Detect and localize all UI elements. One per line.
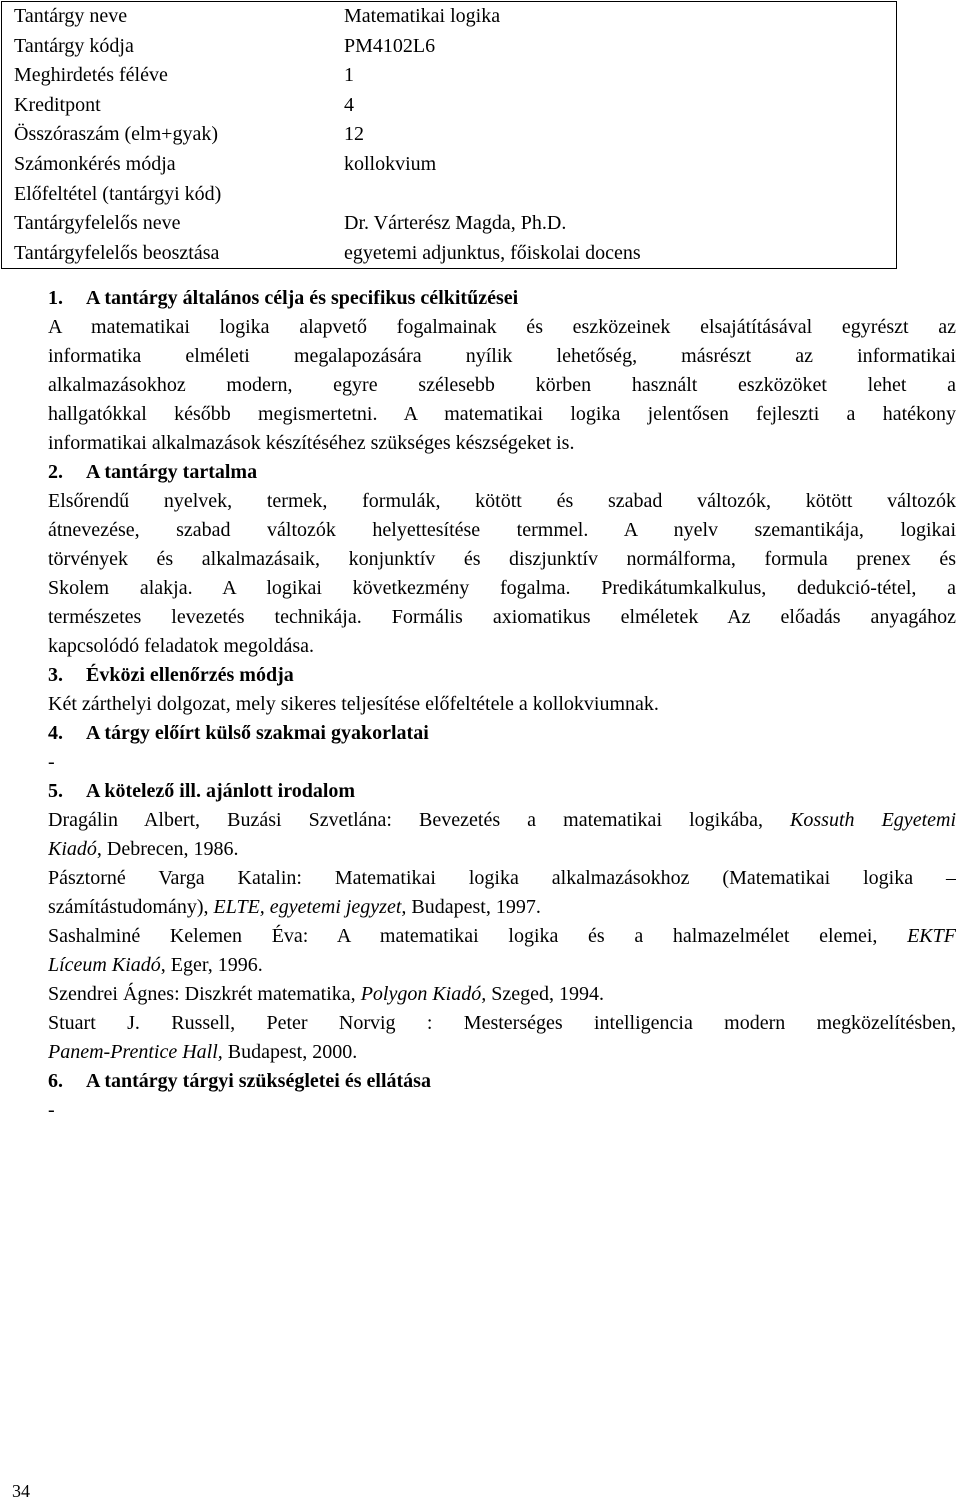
course-info-table — [1, 1, 897, 269]
paragraph-line: hallgatókkal később megismertetni. A matematikai logika jelentősen fejleszti a hatékony — [48, 403, 956, 425]
info-value: PM4102L6 — [344, 34, 436, 57]
info-row — [2, 239, 897, 269]
info-row — [2, 2, 897, 32]
reference-line: Szendrei Ágnes: Diszkrét matematika, Polygon Kiadó, Szeged, 1994. — [48, 983, 604, 1005]
info-value: Dr. Várterész Magda, Ph.D. — [344, 212, 567, 235]
info-label: Meghirdetés féléve — [14, 64, 168, 87]
paragraph-line: A matematikai logika alapvető fogalmainak és eszközeinek elsajátításával egyrészt az — [48, 316, 956, 338]
info-label: Összóraszám (elm+gyak) — [14, 123, 218, 146]
section-3-heading: 3. Évközi ellenőrzés módja — [48, 664, 294, 686]
paragraph-line: informatika elméleti megalapozására nyílik lehetőség, másrészt az informatikai — [48, 345, 956, 367]
info-value: 4 — [344, 93, 354, 116]
info-row — [2, 61, 897, 91]
info-label: Kreditpont — [14, 93, 101, 116]
reference-line: Dragálin Albert, Buzási Szvetlána: Bevezetés a matematikai logikába, Kossuth Egyetemi — [48, 809, 956, 831]
info-row — [2, 120, 897, 150]
reference-line: Líceum Kiadó, Eger, 1996. — [48, 954, 263, 976]
paragraph-line: törvények és alkalmazásaik, konjunktív és diszjunktív normálforma, formula prenex és — [48, 548, 956, 570]
paragraph-line: Skolem alakja. A logikai következmény fogalma. Predikátumkalkulus, dedukció-tétel, a — [48, 577, 956, 599]
paragraph-line: informatikai alkalmazások készítéséhez szükséges készségeket is. — [48, 432, 575, 454]
reference-line: számítástudomány), ELTE, egyetemi jegyzet, Budapest, 1997. — [48, 896, 541, 918]
paragraph-line: alkalmazásokhoz modern, egyre szélesebb körben használt eszközöket lehet a — [48, 374, 956, 396]
info-label: Előfeltétel (tantárgyi kód) — [14, 182, 222, 205]
paragraph-line: Elsőrendű nyelvek, termek, formulák, kötött és szabad változók, kötött változók — [48, 490, 956, 512]
info-label: Tantárgy kódja — [14, 34, 134, 57]
reference-line: Stuart J. Russell, Peter Norvig : Mesterséges intelligencia modern megközelítésben, — [48, 1012, 956, 1034]
section-2-heading: 2. A tantárgy tartalma — [48, 461, 258, 483]
info-label: Tantárgyfelelős beosztása — [14, 241, 220, 264]
paragraph-line: Két zárthelyi dolgozat, mely sikeres teljesítése előfeltétele a kollokviumnak. — [48, 693, 659, 715]
info-value: kollokvium — [344, 152, 437, 175]
section-5-heading: 5. A kötelező ill. ajánlott irodalom — [48, 780, 356, 802]
dash-text: - — [48, 751, 55, 773]
info-row — [2, 91, 897, 121]
page-number: 34 — [12, 1481, 30, 1501]
info-value: egyetemi adjunktus, főiskolai docens — [344, 241, 641, 264]
reference-line: Pásztorné Varga Katalin: Matematikai logika alkalmazásokhoz (Matematikai logika – — [48, 867, 956, 889]
info-row — [2, 32, 897, 62]
reference-line: Sashalminé Kelemen Éva: A matematikai logika és a halmazelmélet elemei, EKTF — [48, 925, 956, 947]
info-label: Tantárgy neve — [14, 5, 128, 27]
section-4-heading: 4. A tárgy előírt külső szakmai gyakorlatai — [48, 722, 429, 744]
info-value: 12 — [344, 123, 364, 146]
reference-line: Panem-Prentice Hall, Budapest, 2000. — [48, 1041, 358, 1063]
section-6-heading: 6. A tantárgy tárgyi szükségletei és ellátása — [48, 1070, 431, 1092]
info-value — [332, 180, 897, 210]
info-label: Tantárgyfelelős neve — [14, 212, 181, 235]
info-row — [2, 209, 897, 239]
info-value: Matematikai logika — [344, 5, 501, 27]
paragraph-line: természetes levezetés technikája. Formális axiomatikus elméletek Az előadás anyagához — [48, 606, 956, 628]
reference-line: Kiadó, Debrecen, 1986. — [48, 838, 239, 860]
info-row — [2, 150, 897, 180]
dash-text: - — [48, 1099, 55, 1121]
info-row — [2, 180, 897, 210]
info-label: Számonkérés módja — [14, 152, 176, 175]
paragraph-line: kapcsolódó feladatok megoldása. — [48, 635, 315, 657]
paragraph-line: átnevezése, szabad változók helyettesítése termmel. A nyelv szemantikája, logikai — [48, 519, 956, 541]
course-description — [48, 284, 956, 1125]
section-1-heading: 1. A tantárgy általános célja és specifikus célkitűzései — [48, 287, 519, 309]
info-value: 1 — [344, 64, 354, 87]
